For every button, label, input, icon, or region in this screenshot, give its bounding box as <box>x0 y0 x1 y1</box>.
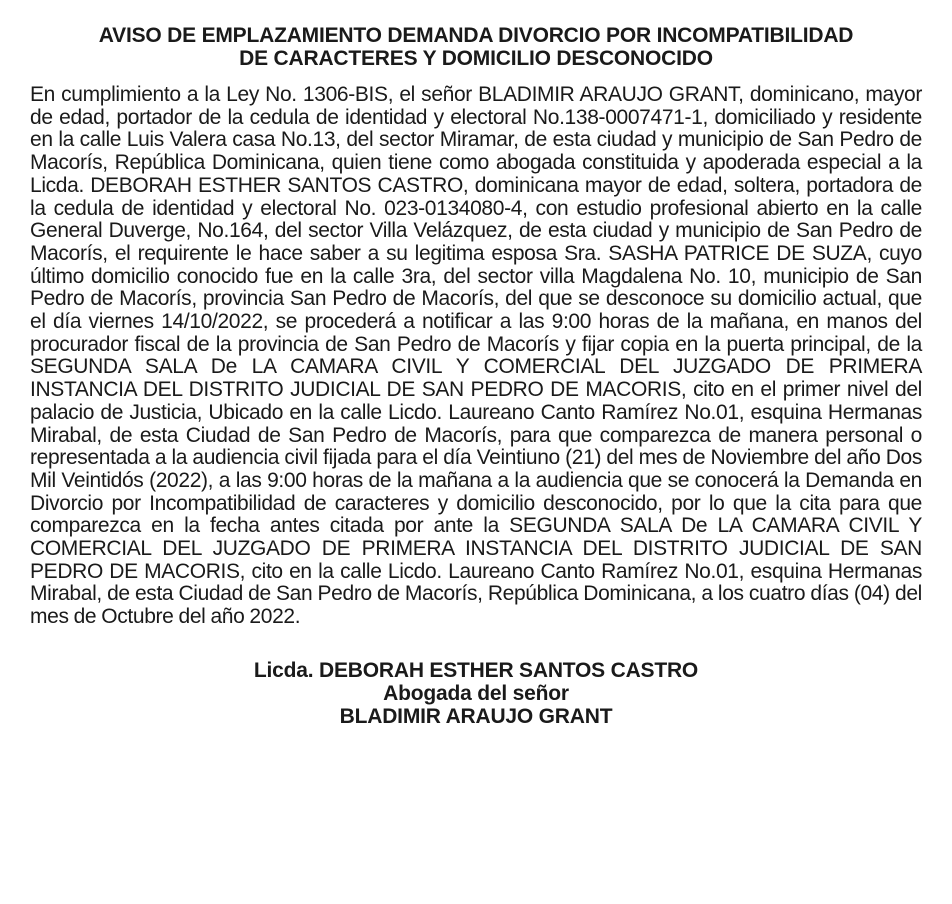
notice-title-line-2: DE CARACTERES Y DOMICILIO DESCONOCIDO <box>239 47 713 70</box>
notice-body: En cumplimiento a la Ley No. 1306-BIS, el señor BLADIMIR ARAUJO GRANT, dominicano, mayor de edad, portador de la cedula de identidad y electoral No.138-0007471-1, domiciliado y residente en la calle Luis Valera casa No.13, del sector Miramar, de esta ciudad y municipio de San Pedro de Macorís, República Dominicana, quien tiene como abogada constituida y apoderada especial a la Licda. DEBORAH ESTHER SANTOS CASTRO, dominicana mayor de edad, soltera, portadora de la cedula de identidad y electoral No. 023-0134080-4, con estudio profesional abierto en la calle General Duverge, No.164, del sector Villa Velázquez, de esta ciudad y municipio de San Pedro de Macorís, el requirente le hace saber a su legitima esposa Sra. SASHA PATRICE DE SUZA, cuyo último domicilio conocido fue en la calle 3ra, del sector villa Magdalena No. 10, municipio de San Pedro de Macorís, provincia San Pedro de Macorís, del que se desconoce su domicilio actual, que el día viernes 14/10/2022, se procederá a notificar a las 9:00 horas de la mañana, en manos del procurador fiscal de la provincia de San Pedro de Macorís y fijar copia en la puerta principal, de la SEGUNDA SALA De LA CAMARA CIVIL Y COMERCIAL DEL JUZGADO DE PRIMERA INSTANCIA DEL DISTRITO JUDICIAL DE SAN PEDRO DE MACORIS, cito en el primer nivel del palacio de Justicia, Ubicado en la calle Licdo. Laureano Canto Ramírez No.01, esquina Hermanas Mirabal, de esta Ciudad de San Pedro de Macorís, para que comparezca de manera personal o representada a la audiencia civil fijada para el día Veintiuno (21) del mes de Noviembre del año Dos Mil Veintidós (2022), a las 9:00 horas de la mañana a la audiencia que se conocerá la Demanda en Divorcio por Incompatibilidad de caracteres y domicilio desconocido, por lo que la cita para que comparezca en la fecha antes citada por ante la SEGUNDA SALA De LA CAMARA CIVIL Y COMERCIAL DEL JUZGADO DE PRIMERA INSTANCIA DEL DISTRITO JUDICIAL DE SAN PEDRO DE MACORIS, cito en la calle Licdo. Laureano Canto Ramírez No.01, esquina Hermanas Mirabal, de esta Ciudad de San Pedro de Macorís, República Dominicana, a los cuatro días (04) del mes de Octubre del año 2022. <box>30 83 922 629</box>
notice-title <box>30 24 922 70</box>
notice-title-line-1: AVISO DE EMPLAZAMIENTO DEMANDA DIVORCIO POR INCOMPATIBILIDAD <box>98 24 854 47</box>
signature-client: BLADIMIR ARAUJO GRANT <box>339 704 613 728</box>
signature-role: Abogada del señor <box>383 681 569 705</box>
signature-name: Licda. DEBORAH ESTHER SANTOS CASTRO <box>253 658 699 682</box>
signature-block <box>30 659 922 728</box>
